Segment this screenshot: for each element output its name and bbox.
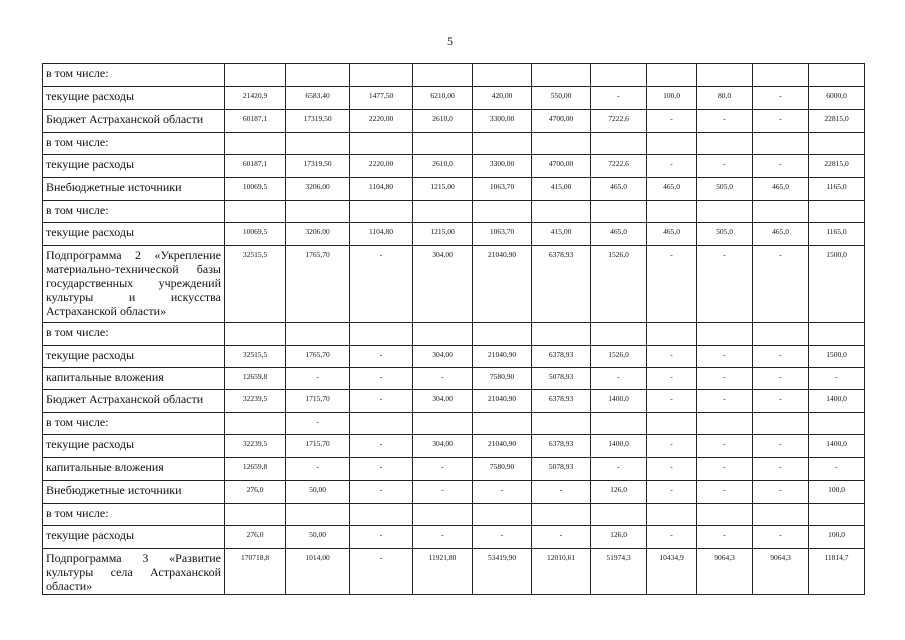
value-cell: -	[697, 155, 753, 178]
value-cell	[473, 323, 532, 346]
table-row	[43, 64, 865, 87]
value-cell: -	[697, 110, 753, 133]
value-cell: 17319,50	[286, 155, 350, 178]
value-cell: -	[413, 458, 473, 481]
value-cell: 126,0	[591, 481, 647, 504]
value-cell: 7580,90	[473, 458, 532, 481]
value-cell: 2610,0	[413, 110, 473, 133]
value-cell: 100,0	[809, 526, 865, 549]
value-cell: 12010,61	[532, 549, 591, 595]
value-cell: 6378,93	[532, 246, 591, 323]
value-cell: -	[753, 155, 809, 178]
value-cell: 465,0	[753, 223, 809, 246]
row-label: текущие расходы	[43, 223, 225, 246]
value-cell: 100,0	[809, 481, 865, 504]
table-row	[43, 504, 865, 526]
table-row	[43, 155, 865, 178]
table-row	[43, 346, 865, 368]
value-cell: -	[753, 481, 809, 504]
value-cell	[532, 201, 591, 223]
value-cell	[350, 413, 413, 435]
value-cell: -	[413, 368, 473, 390]
value-cell: 550,00	[532, 87, 591, 110]
value-cell: -	[697, 526, 753, 549]
value-cell: 1500,0	[809, 346, 865, 368]
value-cell	[591, 201, 647, 223]
value-cell: 9064,3	[753, 549, 809, 595]
value-cell: 11814,7	[809, 549, 865, 595]
value-cell: 2220,00	[350, 110, 413, 133]
value-cell	[225, 201, 286, 223]
value-cell: 465,0	[647, 178, 697, 201]
value-cell: -	[350, 346, 413, 368]
value-cell	[753, 413, 809, 435]
value-cell: 6583,40	[286, 87, 350, 110]
value-cell: -	[647, 390, 697, 413]
row-label: в том числе:	[43, 133, 225, 155]
value-cell: 1400,0	[809, 435, 865, 458]
value-cell	[286, 133, 350, 155]
value-cell: 21420,9	[225, 87, 286, 110]
row-label: текущие расходы	[43, 87, 225, 110]
value-cell: -	[350, 481, 413, 504]
value-cell: 465,0	[647, 223, 697, 246]
value-cell: 22815,0	[809, 155, 865, 178]
value-cell	[647, 201, 697, 223]
value-cell	[591, 64, 647, 87]
value-cell: -	[473, 481, 532, 504]
value-cell	[473, 133, 532, 155]
value-cell: 21040,90	[473, 246, 532, 323]
value-cell: 9064,3	[697, 549, 753, 595]
value-cell: 6378,93	[532, 346, 591, 368]
value-cell: 1104,80	[350, 178, 413, 201]
value-cell: 126,0	[591, 526, 647, 549]
value-cell: -	[697, 481, 753, 504]
value-cell	[225, 133, 286, 155]
row-label: Внебюджетные источники	[43, 178, 225, 201]
value-cell: -	[753, 110, 809, 133]
value-cell: 50,00	[286, 526, 350, 549]
table-row	[43, 368, 865, 390]
value-cell	[473, 504, 532, 526]
value-cell: -	[753, 246, 809, 323]
value-cell: -	[697, 458, 753, 481]
value-cell: 304,00	[413, 390, 473, 413]
value-cell: 80,0	[697, 87, 753, 110]
row-label: Бюджет Астраханской области	[43, 110, 225, 133]
value-cell: 1165,0	[809, 223, 865, 246]
value-cell: 5078,93	[532, 368, 591, 390]
value-cell	[286, 201, 350, 223]
value-cell	[532, 504, 591, 526]
value-cell	[225, 504, 286, 526]
value-cell: -	[697, 346, 753, 368]
table-row	[43, 390, 865, 413]
value-cell: 21040,90	[473, 435, 532, 458]
value-cell	[532, 413, 591, 435]
value-cell: -	[532, 481, 591, 504]
value-cell	[286, 323, 350, 346]
table-row	[43, 413, 865, 435]
value-cell	[413, 133, 473, 155]
value-cell	[350, 201, 413, 223]
value-cell: 32239,5	[225, 390, 286, 413]
value-cell: 1215,00	[413, 223, 473, 246]
value-cell: -	[809, 458, 865, 481]
value-cell: 420,00	[473, 87, 532, 110]
value-cell: 505,0	[697, 223, 753, 246]
value-cell: -	[697, 435, 753, 458]
value-cell: -	[532, 526, 591, 549]
value-cell: -	[591, 458, 647, 481]
value-cell: 170718,8	[225, 549, 286, 595]
row-label: текущие расходы	[43, 155, 225, 178]
value-cell: 276,0	[225, 526, 286, 549]
value-cell: -	[753, 368, 809, 390]
value-cell: -	[350, 458, 413, 481]
value-cell: 11921,80	[413, 549, 473, 595]
value-cell: 6000,0	[809, 87, 865, 110]
value-cell: 1400,0	[809, 390, 865, 413]
value-cell: -	[647, 368, 697, 390]
row-label: в том числе:	[43, 413, 225, 435]
value-cell: 60187,1	[225, 155, 286, 178]
program-title: Подпрограмма 3 «Развитие культуры села Астраханской области»	[43, 549, 225, 595]
value-cell: 304,00	[413, 435, 473, 458]
value-cell	[413, 201, 473, 223]
row-label: капитальные вложения	[43, 458, 225, 481]
value-cell	[647, 504, 697, 526]
value-cell: 12659,8	[225, 458, 286, 481]
value-cell: -	[413, 481, 473, 504]
value-cell	[350, 133, 413, 155]
value-cell	[697, 64, 753, 87]
value-cell: 505,0	[697, 178, 753, 201]
value-cell: 1477,50	[350, 87, 413, 110]
value-cell: -	[647, 458, 697, 481]
value-cell: -	[753, 87, 809, 110]
value-cell: -	[647, 481, 697, 504]
value-cell: -	[286, 368, 350, 390]
table-row	[43, 133, 865, 155]
value-cell: 415,00	[532, 223, 591, 246]
value-cell	[350, 323, 413, 346]
value-cell	[591, 413, 647, 435]
value-cell	[753, 201, 809, 223]
value-cell	[591, 133, 647, 155]
value-cell	[809, 323, 865, 346]
value-cell: -	[591, 87, 647, 110]
value-cell	[350, 504, 413, 526]
value-cell: 32515,5	[225, 246, 286, 323]
value-cell	[413, 413, 473, 435]
value-cell: 1165,0	[809, 178, 865, 201]
value-cell: 1215,00	[413, 178, 473, 201]
value-cell	[350, 64, 413, 87]
value-cell: 12659,8	[225, 368, 286, 390]
value-cell: 3206,00	[286, 178, 350, 201]
value-cell	[532, 133, 591, 155]
value-cell: 4700,00	[532, 110, 591, 133]
value-cell: 10069,5	[225, 178, 286, 201]
value-cell	[809, 64, 865, 87]
value-cell: 1715,70	[286, 390, 350, 413]
row-label: в том числе:	[43, 504, 225, 526]
value-cell	[413, 323, 473, 346]
table-row	[43, 458, 865, 481]
table-row	[43, 246, 865, 323]
value-cell: -	[350, 435, 413, 458]
value-cell: 1526,0	[591, 246, 647, 323]
value-cell: -	[647, 155, 697, 178]
value-cell: 10069,5	[225, 223, 286, 246]
value-cell: 304,00	[413, 246, 473, 323]
value-cell: 2220,00	[350, 155, 413, 178]
value-cell: -	[647, 526, 697, 549]
value-cell	[697, 504, 753, 526]
table-row	[43, 223, 865, 246]
value-cell	[413, 504, 473, 526]
value-cell: -	[413, 526, 473, 549]
value-cell: 4700,00	[532, 155, 591, 178]
value-cell	[532, 64, 591, 87]
value-cell: -	[753, 346, 809, 368]
value-cell: 465,0	[591, 223, 647, 246]
value-cell: -	[753, 435, 809, 458]
value-cell	[225, 323, 286, 346]
value-cell: 50,00	[286, 481, 350, 504]
row-label: в том числе:	[43, 323, 225, 346]
row-label: текущие расходы	[43, 526, 225, 549]
value-cell: 60187,1	[225, 110, 286, 133]
value-cell: -	[647, 346, 697, 368]
value-cell: -	[697, 368, 753, 390]
budget-table	[42, 63, 865, 595]
value-cell: -	[697, 246, 753, 323]
value-cell: 1400,0	[591, 390, 647, 413]
table-row	[43, 323, 865, 346]
value-cell	[753, 64, 809, 87]
value-cell: 1014,00	[286, 549, 350, 595]
value-cell	[473, 413, 532, 435]
value-cell	[225, 413, 286, 435]
value-cell: 1104,80	[350, 223, 413, 246]
value-cell	[591, 323, 647, 346]
value-cell	[647, 64, 697, 87]
value-cell	[697, 413, 753, 435]
value-cell: -	[350, 549, 413, 595]
value-cell: 1400,0	[591, 435, 647, 458]
value-cell: 276,0	[225, 481, 286, 504]
value-cell	[647, 413, 697, 435]
page-number: 5	[447, 34, 453, 48]
value-cell: 1526,0	[591, 346, 647, 368]
value-cell: 21040,90	[473, 346, 532, 368]
value-cell: -	[809, 368, 865, 390]
value-cell: 21040,90	[473, 390, 532, 413]
value-cell: 3300,00	[473, 155, 532, 178]
value-cell	[473, 201, 532, 223]
table-row	[43, 110, 865, 133]
value-cell	[225, 64, 286, 87]
value-cell: 7222,6	[591, 110, 647, 133]
table-row	[43, 87, 865, 110]
value-cell: -	[647, 246, 697, 323]
value-cell: 1765,70	[286, 246, 350, 323]
value-cell: -	[591, 368, 647, 390]
value-cell: 10434,9	[647, 549, 697, 595]
value-cell: 17319,50	[286, 110, 350, 133]
value-cell: -	[753, 390, 809, 413]
value-cell: 1063,70	[473, 178, 532, 201]
row-label: текущие расходы	[43, 435, 225, 458]
value-cell	[809, 201, 865, 223]
value-cell	[473, 64, 532, 87]
value-cell: 1715,70	[286, 435, 350, 458]
value-cell: 32515,5	[225, 346, 286, 368]
value-cell	[647, 323, 697, 346]
value-cell	[697, 201, 753, 223]
table-row	[43, 178, 865, 201]
table-row	[43, 201, 865, 223]
value-cell: 3206,00	[286, 223, 350, 246]
value-cell: 53419,90	[473, 549, 532, 595]
value-cell: -	[286, 413, 350, 435]
value-cell: -	[647, 435, 697, 458]
row-label: текущие расходы	[43, 346, 225, 368]
value-cell	[647, 133, 697, 155]
value-cell: -	[350, 526, 413, 549]
value-cell: -	[753, 526, 809, 549]
table-row	[43, 435, 865, 458]
value-cell	[286, 504, 350, 526]
value-cell: 51974,3	[591, 549, 647, 595]
value-cell: 1500,0	[809, 246, 865, 323]
value-cell: 6378,93	[532, 435, 591, 458]
value-cell: 1063,70	[473, 223, 532, 246]
value-cell	[753, 133, 809, 155]
row-label: Внебюджетные источники	[43, 481, 225, 504]
value-cell: -	[753, 458, 809, 481]
table-row	[43, 526, 865, 549]
value-cell	[413, 64, 473, 87]
value-cell: 2610,0	[413, 155, 473, 178]
value-cell: 304,00	[413, 346, 473, 368]
row-label: Бюджет Астраханской области	[43, 390, 225, 413]
value-cell	[697, 323, 753, 346]
value-cell: 5078,93	[532, 458, 591, 481]
value-cell: 1765,70	[286, 346, 350, 368]
value-cell: 415,00	[532, 178, 591, 201]
program-title: Подпрограмма 2 «Укрепление материально-технической базы государственных учреждений культуры и искусства Астраханской области»	[43, 246, 225, 323]
value-cell: 465,0	[753, 178, 809, 201]
value-cell: 7580,90	[473, 368, 532, 390]
value-cell: 32239,5	[225, 435, 286, 458]
value-cell: 100,0	[647, 87, 697, 110]
row-label: в том числе:	[43, 201, 225, 223]
row-label: капитальные вложения	[43, 368, 225, 390]
value-cell	[809, 504, 865, 526]
value-cell	[753, 323, 809, 346]
value-cell: 6378,93	[532, 390, 591, 413]
value-cell	[591, 504, 647, 526]
row-label: в том числе:	[43, 64, 225, 87]
value-cell: 6210,00	[413, 87, 473, 110]
value-cell: -	[647, 110, 697, 133]
value-cell: -	[350, 368, 413, 390]
value-cell	[809, 413, 865, 435]
value-cell: 22815,0	[809, 110, 865, 133]
value-cell	[697, 133, 753, 155]
value-cell: -	[350, 390, 413, 413]
value-cell: -	[697, 390, 753, 413]
value-cell: -	[473, 526, 532, 549]
value-cell: 3300,00	[473, 110, 532, 133]
value-cell: 465,0	[591, 178, 647, 201]
table-row	[43, 481, 865, 504]
value-cell	[532, 323, 591, 346]
table-row	[43, 549, 865, 595]
value-cell: 7222,6	[591, 155, 647, 178]
value-cell: -	[350, 246, 413, 323]
value-cell: -	[286, 458, 350, 481]
value-cell	[809, 133, 865, 155]
value-cell	[753, 504, 809, 526]
value-cell	[286, 64, 350, 87]
